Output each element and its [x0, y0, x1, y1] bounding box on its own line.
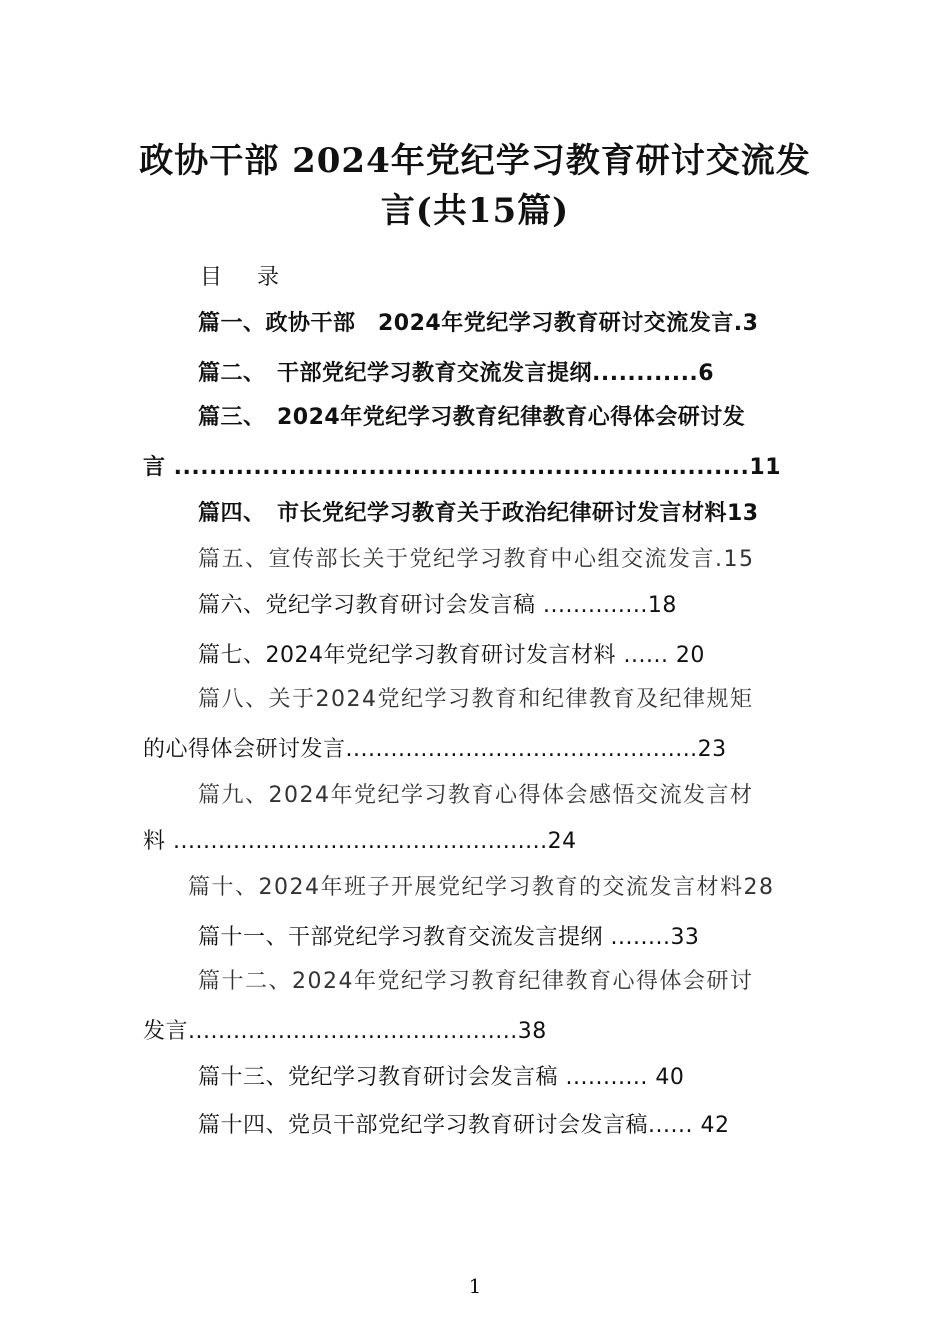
toc-entry-2[interactable]: 篇二、 干部党纪学习教育交流发言提纲............6 [198, 361, 715, 386]
toc-entry-6[interactable]: 篇六、党纪学习教育研讨会发言稿 ..............18 [198, 593, 677, 618]
toc-entry-14[interactable]: 篇十四、党员干部党纪学习教育研讨会发言稿...... 42 [198, 1113, 730, 1138]
toc-entry-7[interactable]: 篇七、2024年党纪学习教育研讨发言材料 ...... 20 [198, 643, 705, 668]
toc-entry-11[interactable]: 篇十一、干部党纪学习教育交流发言提纲 ........33 [198, 925, 700, 950]
toc-entry-8[interactable]: 篇八、关于2024党纪学习教育和纪律教育及纪律规矩 [198, 687, 754, 712]
toc-entry-12-continued[interactable]: 发言............................................38 [143, 1019, 547, 1044]
toc-entry-5[interactable]: 篇五、宣传部长关于党纪学习教育中心组交流发言.15 [198, 547, 755, 572]
toc-entry-13[interactable]: 篇十三、党纪学习教育研讨会发言稿 ........... 40 [198, 1065, 685, 1090]
toc-entry-12[interactable]: 篇十二、2024年党纪学习教育纪律教育心得体会研讨 [198, 969, 754, 994]
toc-entry-9-continued[interactable]: 料 ..................................................24 [143, 829, 577, 854]
toc-entry-9[interactable]: 篇九、2024年党纪学习教育心得体会感悟交流发言材 [198, 783, 754, 808]
toc-heading: 目 录 [200, 265, 293, 290]
document-title-line-2: 言(共15篇) [380, 191, 570, 231]
toc-entry-8-continued[interactable]: 的心得体会研讨发言...............................................23 [143, 737, 727, 762]
toc-entry-3-continued[interactable]: 言 .................................................................11 [143, 455, 782, 480]
document-title-line-1: 政协干部 2024年党纪学习教育研讨交流发 [139, 141, 811, 181]
toc-entry-1[interactable]: 篇一、政协干部 2024年党纪学习教育研讨交流发言.3 [198, 311, 759, 336]
page-number: 1 [468, 1274, 482, 1298]
toc-entry-3[interactable]: 篇三、 2024年党纪学习教育纪律教育心得体会研讨发 [198, 405, 746, 430]
toc-entry-4[interactable]: 篇四、 市长党纪学习教育关于政治纪律研讨发言材料13 [198, 501, 759, 526]
toc-entry-10[interactable]: 篇十、2024年班子开展党纪学习教育的交流发言材料28 [188, 875, 775, 900]
